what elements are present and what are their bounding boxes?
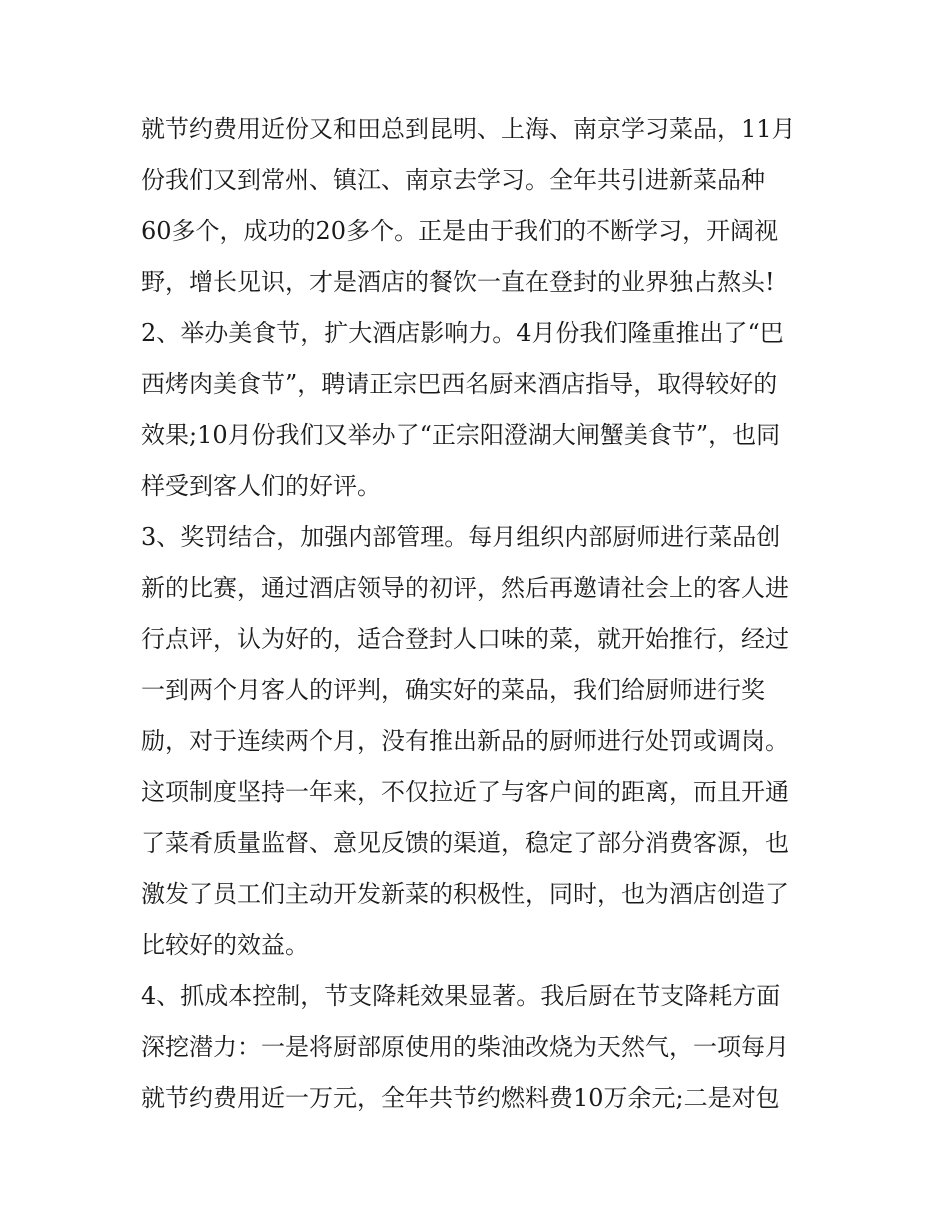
text-line: 样受到客人们的好评。 xyxy=(141,472,381,500)
paragraph-3 xyxy=(141,512,821,971)
text-line: 份我们又到常州、镇江、南京去学习。全年共引进新菜品种 xyxy=(141,166,765,194)
text-line: 励，对于连续两个月，没有推出新品的厨师进行处罚或调岗。 xyxy=(141,727,789,755)
text-line: 行点评，认为好的，适合登封人口味的菜，就开始推行，经过 xyxy=(141,625,789,653)
text-line: 这项制度坚持一年来，不仅拉近了与客户间的距离，而且开通 xyxy=(141,778,789,806)
text-line: 一到两个月客人的评判，确实好的菜品，我们给厨师进行奖 xyxy=(141,676,765,704)
text-line: 激发了员工们主动开发新菜的积极性，同时，也为酒店创造了 xyxy=(141,880,789,908)
text-line: 2、举办美食节，扩大酒店影响力。4月份我们隆重推出了“巴 xyxy=(141,319,784,347)
text-line: 4、抓成本控制，节支降耗效果显著。我后厨在节支降耗方面 xyxy=(141,982,781,1010)
text-line: 野，增长见识，才是酒店的餐饮一直在登封的业界独占熬头! xyxy=(141,268,775,296)
text-line: 了菜肴质量监督、意见反馈的渠道，稳定了部分消费客源，也 xyxy=(141,829,789,857)
paragraph-2 xyxy=(141,308,821,512)
text-line: 效果;10月份我们又举办了“正宗阳澄湖大闸蟹美食节”，也同 xyxy=(141,421,781,449)
document-body xyxy=(141,104,821,1124)
text-line: 就节约费用近份又和田总到昆明、上海、南京学习菜品，11月 xyxy=(141,115,796,143)
paragraph-4 xyxy=(141,971,821,1124)
text-line: 就节约费用近一万元，全年共节约燃料费10万余元;二是对包 xyxy=(141,1084,780,1112)
text-line: 60多个，成功的20多个。正是由于我们的不断学习，开阔视 xyxy=(141,217,779,245)
text-line: 新的比赛，通过酒店领导的初评，然后再邀请社会上的客人进 xyxy=(141,574,789,602)
paragraph-1 xyxy=(141,104,821,308)
text-line: 西烤肉美食节”，聘请正宗巴西名厨来酒店指导，取得较好的 xyxy=(141,370,778,398)
text-line: 比较好的效益。 xyxy=(141,931,309,959)
text-line: 深挖潜力：一是将厨部原使用的柴油改烧为天然气，一项每月 xyxy=(141,1033,789,1061)
text-line: 3、奖罚结合，加强内部管理。每月组织内部厨师进行菜品创 xyxy=(141,523,781,551)
